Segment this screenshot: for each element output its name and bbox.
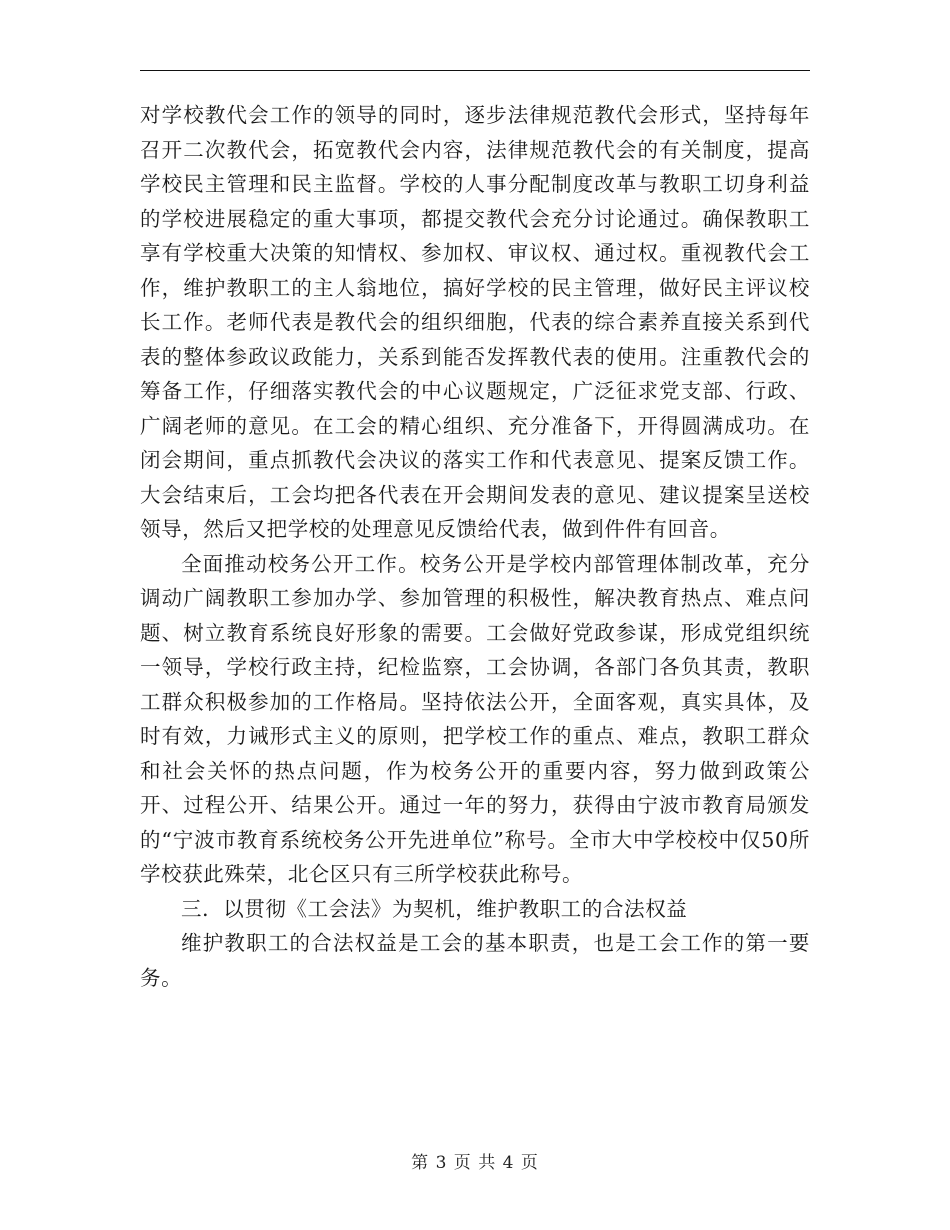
page-number-footer: 第 3 页 共 4 页 bbox=[411, 1153, 539, 1173]
paragraph-2: 全面推动校务公开工作。校务公开是学校内部管理体制改革，充分调动广阔教职工参加办学、参加管理的积极性，解决教育热点、难点问题、树立教育系统良好形象的需要。工会做好党政参谋，形成党组织统一领导，学校行政主持，纪检监察，工会协调，各部门各负其责，教职工群众积极参加的工作格局。坚持依法公开，全面客观，真实具体，及时有效，力诫形式主义的原则，把学校工作的重点、难点，教职工群众和社会关怀的热点问题，作为校务公开的重要内容，努力做到政策公开、过程公开、结果公开。通过一年的努力，获得由宁波市教育局颁发的“宁波市教育系统校务公开先进单位”称号。全市大中学校校中仅50所学校获此殊荣，北仑区只有三所学校获此称号。 bbox=[140, 551, 810, 886]
document-body bbox=[140, 98, 810, 995]
paragraph-1: 对学校教代会工作的领导的同时，逐步法律规范教代会形式，坚持每年召开二次教代会，拓宽教代会内容，法律规范教代会的有关制度，提高学校民主管理和民主监督。学校的人事分配制度改革与教职工切身利益的学校进展稳定的重大事项，都提交教代会充分讨论通过。确保教职工享有学校重大决策的知情权、参加权、审议权、通过权。重视教代会工作，维护教职工的主人翁地位，搞好学校的民主管理，做好民主评议校长工作。老师代表是教代会的组织细胞，代表的综合素养直接关系到代表的整体参政议政能力，关系到能否发挥教代表的使用。注重教代会的筹备工作，仔细落实教代会的中心议题规定，广泛征求党支部、行政、广阔老师的意见。在工会的精心组织、充分准备下，开得圆满成功。在闭会期间，重点抓教代会决议的落实工作和代表意见、提案反馈工作。大会结束后，工会均把各代表在开会期间发表的意见、建议提案呈送校领导，然后又把学校的处理意见反馈给代表，做到件件有回音。 bbox=[140, 103, 810, 541]
header-rule bbox=[140, 70, 810, 71]
section-heading-3: 三．以贯彻《工会法》为契机，维护教职工的合法权益 bbox=[181, 896, 688, 921]
paragraph-4: 维护教职工的合法权益是工会的基本职责，也是工会工作的第一要务。 bbox=[140, 931, 810, 990]
